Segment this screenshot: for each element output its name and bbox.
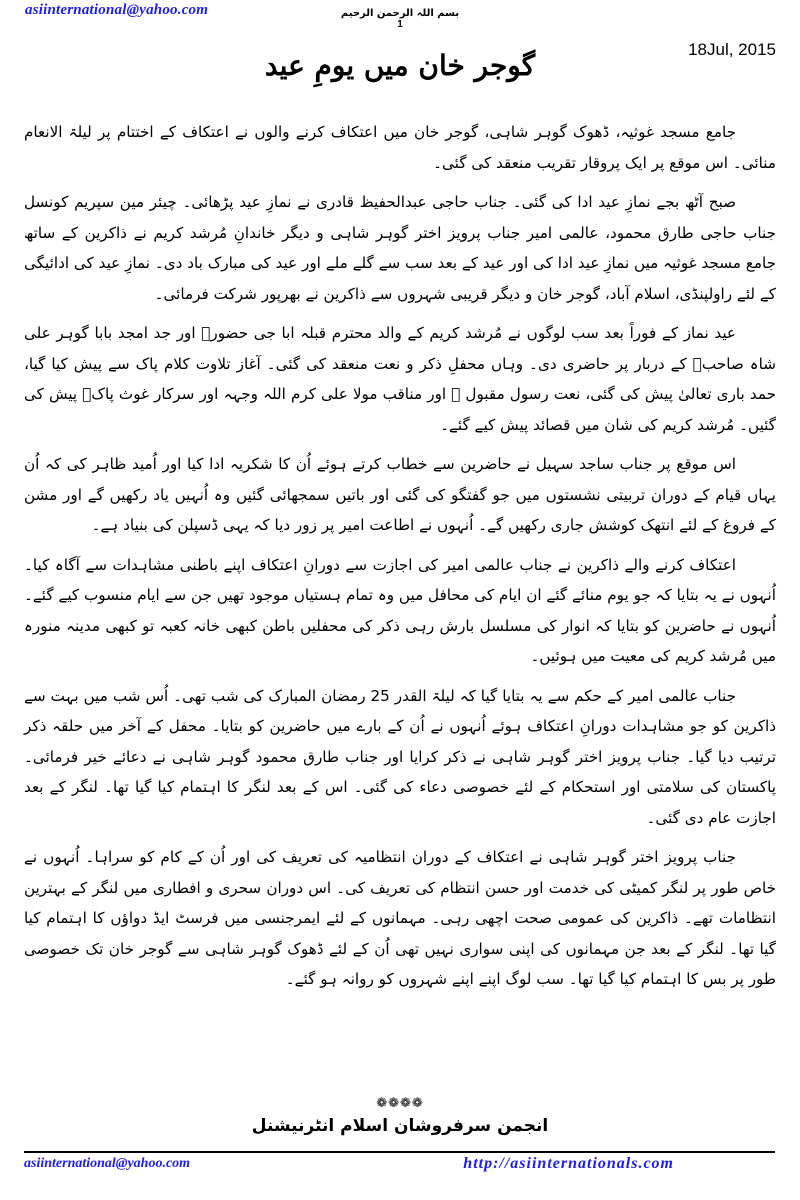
article-body (24, 117, 776, 1004)
paragraph: صبح آٹھ بجے نمازِ عید ادا کی گئی۔ جناب حاجی عبدالحفیظ قادری نے نمازِ عید پڑھائی۔ چیئر مین سپریم کونسل جناب حاجی طارق محمود، عالمی امیر جناب پرویز اختر گوہر شاہی و دیگر خاندانِ مُرشد کریم نے ذاکرین کے ساتھ جامع مسجد غوثیہ میں نمازِ عید ادا کی اور عید کے بعد سب سے گلے ملے اور عید کی مبارک باد دی۔ نمازِ عید کی ادائیگی کے لئے راولپنڈی، اسلام آباد، گوجر خان و دیگر قریبی شہروں سے ذاکرین نے بھرپور شرکت فرمائی۔ (24, 193, 776, 303)
footer-divider (24, 1151, 775, 1153)
footer-email[interactable]: asiinternational@yahoo.com (24, 1156, 191, 1171)
paragraph: اس موقع پر جناب ساجد سہیل نے حاضرین سے خطاب کرتے ہوئے اُن کا شکریہ ادا کیا اور اُمید ظاہر کی کہ اُن یہاں قیام کے دوران تربیتی نشستوں میں جو گفتگو کی گئی اور باتیں سمجھائی گئیں وہ اُنہیں یاد رکھیں گے اور مشن کے فروغ کے لئے انتھک کوشش جاری رکھیں گے۔ اُنہوں نے اطاعت امیر پر زور دیا کہ یہی ڈسپلن کی بنیاد ہے۔ (24, 455, 776, 534)
paragraph: جناب پرویز اختر گوہر شاہی نے اعتکاف کے دوران انتظامیہ کی تعریف کی اور اُن کے کام کو سراہا۔ اُنہوں نے خاص طور پر لنگر کمیٹی کی خدمت اور حسن انتظام کی تعریف کی۔ اس دوران سحری و افطاری میں لنگر کے بہترین انتظامات تھے۔ ذاکرین کی عمومی صحت اچھی رہی۔ مہمانوں کے لئے ایمرجنسی میں فرسٹ ایڈ دواؤں کا اہتمام کیا گیا تھا۔ لنگر کے بعد جن مہمانوں کی اپنی سواری نہیں تھی اُن کے لئے ڈھوک گوہر شاہی سے گوجر خان تک خصوصی طور پر بس کا اہتمام کیا گیا تھا۔ سب لوگ اپنے اپنے شہروں کو روانہ ہو گئے۔ (24, 848, 776, 988)
footer-url[interactable]: http://asiinternationals.com (463, 1155, 674, 1172)
paragraph: جامع مسجد غوثیہ، ڈھوک گوہر شاہی، گوجر خان میں اعتکاف کرنے والوں نے اعتکاف کے اختتام پر لیلۃ الانعام منائی۔ اس موقع پر ایک پروقار تقریب منعقد کی گئی۔ (24, 123, 776, 172)
paragraph: عید نماز کے فوراً بعد سب لوگوں نے مُرشد کریم کے والد محترم قبلہ ابا جی حضورؒ اور جد امجد بابا گوہر علی شاہ صاحبؒ کے دربار پر حاضری دی۔ وہاں محفلِ ذکر و نعت منعقد کی گئی۔ آغاز تلاوت کلام پاک سے پیش کیا گیا، حمد باری تعالیٰ پیش کی گئی، نعت رسول مقبول ﷺ اور مناقب مولا علی کرم اللہ وجہہ اور سرکار غوث پاکؓ پیش کی گئیں۔ مُرشد کریم کی شان میں قصائد پیش کیے گئے۔ (24, 324, 776, 434)
paragraph: اعتکاف کرنے والے ذاکرین نے جناب عالمی امیر کی اجازت سے دورانِ اعتکاف اپنے باطنی مشاہدات سے آگاہ کیا۔ اُنہوں نے یہ بتایا کہ جو یوم منائے گئے ان ایام کی محافل میں وہ تمام ہستیاں موجود تھیں جن سے ایام منسوب کیے گئے۔ اُنہوں نے حاضرین کو بتایا کہ انوار کی مسلسل بارش رہی ذکر کی محفلیں باطن کبھی خانہ کعبہ تو کبھی مدینہ منورہ میں مُرشد کریم کی معیت میں ہوئیں۔ (24, 555, 776, 665)
header-email[interactable]: asiinternational@yahoo.com (25, 2, 209, 18)
ornament-divider: ❁❁❁❁ (376, 1096, 424, 1111)
page-number: 1 (397, 19, 403, 30)
bismillah: بسم اللہ الرحمن الرحیم (340, 8, 460, 19)
date: 18Jul, 2015 (688, 40, 776, 59)
organization-name: انجمن سرفروشان اسلام انٹرنیشنل (251, 1116, 549, 1136)
page-title: گوجر خان میں یومِ عید (264, 49, 536, 82)
paragraph: جناب عالمی امیر کے حکم سے یہ بتایا گیا کہ لیلۃ القدر 25 رمضان المبارک کی شب تھی۔ اُس شب میں بہت سے ذاکرین کو جو مشاہدات دورانِ اعتکاف ہوئے اُنہوں نے اُن کے بارے میں حاضرین کو بتایا۔ محفل کے آخر میں حلقہ ذکر ترتیب دیا گیا۔ جناب پرویز اختر گوہر شاہی نے ذکر کرایا اور جناب طارق محمود گوہر شاہی نے دعائے خیر فرمائی۔ پاکستان کی سلامتی اور استحکام کے لئے خصوصی دعاء کی گئی۔ اس کے بعد لنگر کا اہتمام کیا گیا تھا۔ لنگر کے بعد اجازت عام دی گئی۔ (24, 686, 776, 827)
